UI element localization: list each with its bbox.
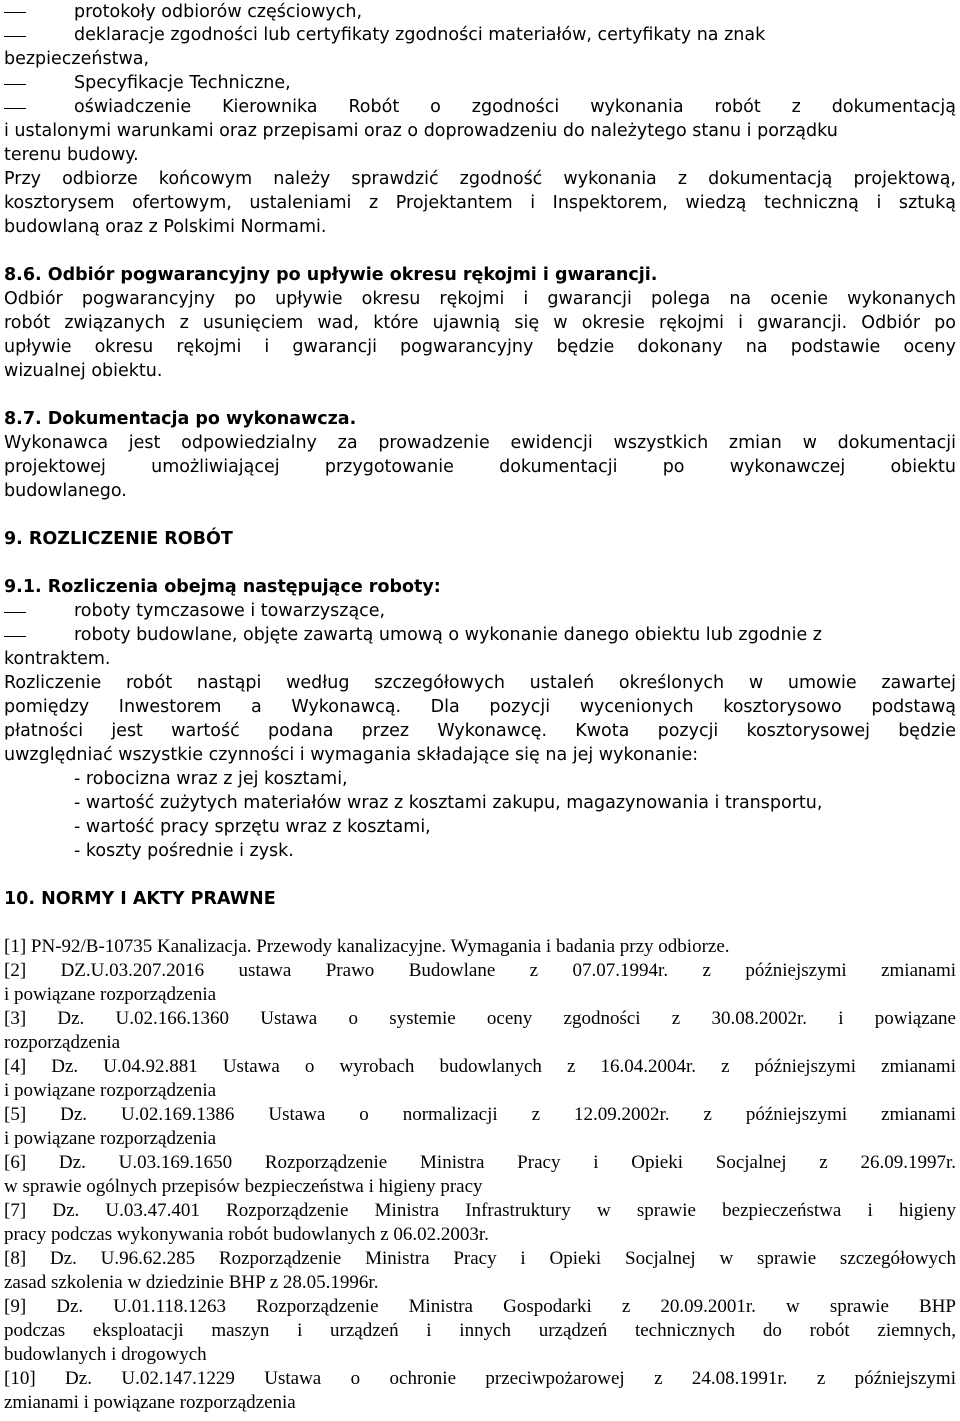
reference-line: zasad szkolenia w dziedzinie BHP z 28.05.1996r. <box>4 1272 379 1293</box>
section-heading: 9. ROZLICZENIE ROBÓT <box>4 529 233 549</box>
reference-line: [3] Dz. U.02.166.1360 Ustawa o systemie oceny zgodności z 30.08.2002r. i powiązane <box>4 1008 956 1029</box>
paragraph-line: budowlanego. <box>4 481 127 501</box>
reference-line: zmianami i powiązane rozporządzenia <box>4 1392 296 1413</box>
sub-list-item: - wartość zużytych materiałów wraz z kosztami zakupu, magazynowania i transportu, <box>74 793 823 813</box>
paragraph-line: Przy odbiorze końcowym należy sprawdzić zgodność wykonania z dokumentacją projektową, <box>4 169 956 189</box>
reference-line: i powiązane rozporządzenia <box>4 984 217 1005</box>
reference-line: [8] Dz. U.96.62.285 Rozporządzenie Ministra Pracy i Opieki Socjalnej w sprawie szczegółowych <box>4 1248 956 1269</box>
list-item: roboty tymczasowe i towarzyszące, <box>74 601 386 621</box>
paragraph-line: wizualnej obiektu. <box>4 361 163 381</box>
reference-line: [9] Dz. U.01.118.1263 Rozporządzenie Ministra Gospodarki z 20.09.2001r. w sprawie BHP <box>4 1296 956 1317</box>
paragraph-line: płatności jest wartość podana przez Wykonawcę. Kwota pozycji kosztorysowej będzie <box>4 721 956 741</box>
reference-line: [2] DZ.U.03.207.2016 ustawa Prawo Budowlane z 07.07.1994r. z późniejszymi zmianami <box>4 960 956 981</box>
paragraph-line: Wykonawca jest odpowiedzialny za prowadzenie ewidencji wszystkich zmian w dokumentacji <box>4 433 956 453</box>
dash-bullet <box>4 636 26 637</box>
reference-line: rozporządzenia <box>4 1032 121 1053</box>
paragraph-line: Rozliczenie robót nastąpi według szczegółowych ustaleń określonych w umowie zawartej <box>4 673 956 693</box>
reference-line: i powiązane rozporządzenia <box>4 1128 217 1149</box>
section-heading: 8.7. Dokumentacja po wykonawcza. <box>4 409 357 429</box>
paragraph-line: upływie okresu rękojmi i gwarancji pogwarancyjny będzie dokonany na podstawie oceny <box>4 337 956 357</box>
list-item: oświadczenie Kierownika Robót o zgodności wykonania robót z dokumentacją <box>74 97 956 117</box>
section-heading: 10. NORMY I AKTY PRAWNE <box>4 889 276 909</box>
paragraph-line: pomiędzy Inwestorem a Wykonawcą. Dla pozycji wycenionych kosztorysowo podstawą <box>4 697 956 717</box>
list-item-continuation: i ustalonymi warunkami oraz przepisami oraz o doprowadzeniu do należytego stanu i porządku <box>4 121 838 141</box>
reference-line: i powiązane rozporządzenia <box>4 1080 217 1101</box>
paragraph-line: budowlaną oraz z Polskimi Normami. <box>4 217 327 237</box>
section-heading: 9.1. Rozliczenia obejmą następujące roboty: <box>4 577 441 597</box>
list-item-continuation: terenu budowy. <box>4 145 139 165</box>
dash-bullet <box>4 84 26 85</box>
reference-line: w sprawie ogólnych przepisów bezpieczeństwa i higieny pracy <box>4 1176 483 1197</box>
reference-line: pracy podczas wykonywania robót budowlanych z 06.02.2003r. <box>4 1224 489 1245</box>
paragraph-line: Odbiór pogwarancyjny po upływie okresu rękojmi i gwarancji polega na ocenie wykonanych <box>4 289 956 309</box>
reference-line: [7] Dz. U.03.47.401 Rozporządzenie Ministra Infrastruktury w sprawie bezpieczeństwa i higieny <box>4 1200 956 1221</box>
dash-bullet <box>4 36 26 37</box>
reference-line: [10] Dz. U.02.147.1229 Ustawa o ochronie przeciwpożarowej z 24.08.1991r. z późniejszymi <box>4 1368 956 1389</box>
list-item-continuation: bezpieczeństwa, <box>4 49 150 69</box>
paragraph-line: projektowej umożliwiającej przygotowanie dokumentacji po wykonawczej obiektu <box>4 457 956 477</box>
sub-list-item: - robocizna wraz z jej kosztami, <box>74 769 348 789</box>
list-item: deklaracje zgodności lub certyfikaty zgodności materiałów, certyfikaty na znak <box>74 25 766 45</box>
dash-bullet <box>4 108 26 109</box>
list-item: roboty budowlane, objęte zawartą umową o wykonanie danego obiektu lub zgodnie z <box>74 625 822 645</box>
paragraph-line: kosztorysem ofertowym, ustaleniami z Projektantem i Inspektorem, wiedzą techniczną i sztuką <box>4 193 956 213</box>
reference-line: podczas eksploatacji maszyn i urządzeń i innych urządzeń technicznych do robót ziemnych, <box>4 1320 956 1341</box>
sub-list-item: - koszty pośrednie i zysk. <box>74 841 294 861</box>
reference-line: [1] PN-92/B-10735 Kanalizacja. Przewody kanalizacyjne. Wymagania i badania przy odbiorze. <box>4 936 730 957</box>
reference-line: [6] Dz. U.03.169.1650 Rozporządzenie Ministra Pracy i Opieki Socjalnej z 26.09.1997r. <box>4 1152 956 1173</box>
paragraph-line: uwzględniać wszystkie czynności i wymagania składające się na jej wykonanie: <box>4 745 699 765</box>
section-heading: 8.6. Odbiór pogwarancyjny po upływie okresu rękojmi i gwarancji. <box>4 265 658 285</box>
sub-list-item: - wartość pracy sprzętu wraz z kosztami, <box>74 817 431 837</box>
reference-line: [5] Dz. U.02.169.1386 Ustawa o normalizacji z 12.09.2002r. z późniejszymi zmianami <box>4 1104 956 1125</box>
list-item: protokoły odbiorów częściowych, <box>74 2 363 22</box>
dash-bullet <box>4 12 26 13</box>
paragraph-line: robót związanych z usunięciem wad, które ujawnią się w okresie rękojmi i gwarancji. Odbiór po <box>4 313 956 333</box>
list-item: Specyfikacje Techniczne, <box>74 73 291 93</box>
reference-line: budowlanych i drogowych <box>4 1344 207 1365</box>
list-item-continuation: kontraktem. <box>4 649 111 669</box>
reference-line: [4] Dz. U.04.92.881 Ustawa o wyrobach budowlanych z 16.04.2004r. z późniejszymi zmianami <box>4 1056 956 1077</box>
dash-bullet <box>4 612 26 613</box>
